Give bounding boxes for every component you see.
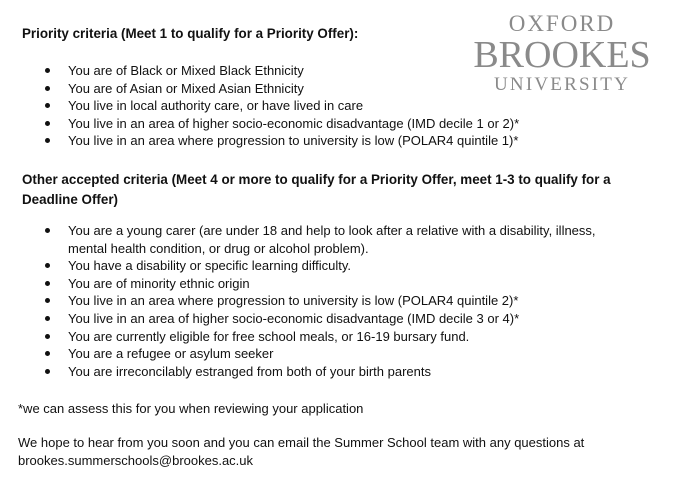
list-item-text: You are currently eligible for free school meals, or 16-19 bursary fund. xyxy=(68,328,470,344)
list-item-text: You are of minority ethnic origin xyxy=(68,275,250,291)
priority-criteria-list xyxy=(0,62,628,150)
list-item xyxy=(0,62,628,80)
list-item-text: You live in local authority care, or have lived in care xyxy=(68,98,364,114)
list-item-text: You are a refugee or asylum seeker xyxy=(68,346,274,362)
list-item xyxy=(0,257,628,275)
list-item-text: You live in an area where progression to university is low (POLAR4 quintile 1)* xyxy=(68,133,519,149)
list-item xyxy=(0,115,628,133)
logo-line-oxford: OXFORD xyxy=(508,11,616,36)
bullet-icon xyxy=(45,281,50,286)
bullet-icon xyxy=(45,351,50,356)
bullet-icon xyxy=(45,121,50,126)
list-item-text: You live in an area of higher socio-economic disadvantage (IMD decile 1 or 2)* xyxy=(68,115,520,131)
contact-paragraph: We hope to hear from you soon and you can email the Summer School team with any questions at brookes.summerschools@brookes.ac.uk xyxy=(18,435,585,468)
list-item xyxy=(0,292,628,310)
list-item xyxy=(0,363,628,381)
bullet-icon xyxy=(45,138,50,143)
logo-line-university: UNIVERSITY xyxy=(494,74,630,95)
bullet-icon xyxy=(45,298,50,303)
list-item xyxy=(0,345,628,363)
list-item xyxy=(0,132,628,150)
list-item-text: You are of Asian or Mixed Asian Ethnicity xyxy=(68,80,304,96)
list-item xyxy=(0,310,628,328)
list-item-text: You are of Black or Mixed Black Ethnicity xyxy=(68,63,304,78)
priority-criteria-heading: Priority criteria (Meet 1 to qualify for a Priority Offer): xyxy=(22,26,359,41)
bullet-icon xyxy=(45,103,50,108)
bullet-icon xyxy=(45,316,50,321)
bullet-icon xyxy=(45,263,50,268)
list-item-text: You are irreconcilably estranged from both of your birth parents xyxy=(68,363,431,379)
list-item-text: You live in an area where progression to university is low (POLAR4 quintile 2)* xyxy=(68,293,519,309)
other-criteria-heading: Other accepted criteria (Meet 4 or more to qualify for a Priority Offer, meet 1-3 to qualify for a Deadline Offer) xyxy=(22,172,611,207)
list-item-text: You have a disability or specific learning difficulty. xyxy=(68,258,352,274)
bullet-icon xyxy=(45,86,50,91)
footnote: *we can assess this for you when reviewing your application xyxy=(18,401,364,416)
list-item xyxy=(0,97,628,115)
bullet-icon xyxy=(45,68,50,73)
bullet-icon xyxy=(45,369,50,374)
other-criteria-list xyxy=(0,222,628,380)
logo-line-brookes: BROOKES xyxy=(473,34,651,76)
bullet-icon xyxy=(45,228,50,233)
bullet-icon xyxy=(45,334,50,339)
list-item-text: You live in an area of higher socio-economic disadvantage (IMD decile 3 or 4)* xyxy=(68,310,520,326)
list-item xyxy=(0,80,628,98)
list-item xyxy=(0,222,628,257)
list-item xyxy=(0,328,628,346)
list-item-text: You are a young carer (are under 18 and help to look after a relative with a disability, illness, mental health condition, or drug or alcohol problem). xyxy=(68,223,596,256)
list-item xyxy=(0,275,628,293)
